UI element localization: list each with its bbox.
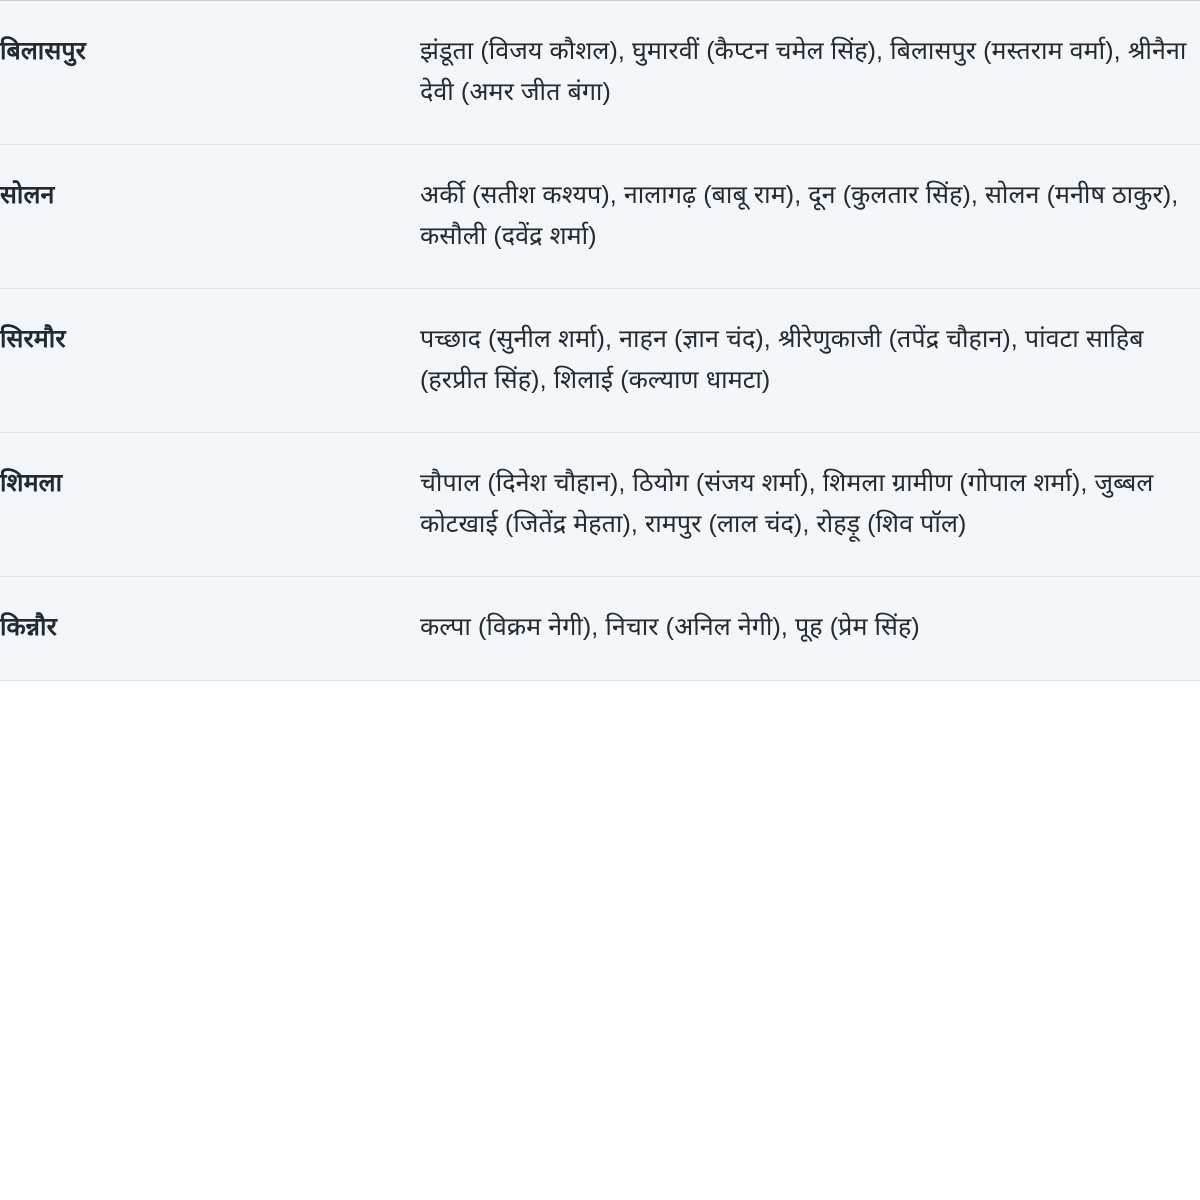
constituency-list: कल्पा (विक्रम नेगी), निचार (अनिल नेगी), पूह (प्रेम सिंह): [420, 613, 920, 641]
constituency-list: झंडूता (विजय कौशल), घुमारवीं (कैप्टन चमेल सिंह), बिलासपुर (मस्तराम वर्मा), श्रीनैना देवी (अमर जीत बंगा): [420, 37, 1187, 106]
table-row: [0, 145, 1200, 289]
district-name: सोलन: [0, 181, 55, 209]
table-body: [0, 1, 1200, 680]
table-row: [0, 289, 1200, 433]
constituency-list: अर्की (सतीश कश्यप), नालागढ़ (बाबू राम), दून (कुलतार सिंह), सोलन (मनीष ठाकुर), कसौली (दवेंद्र शर्मा): [420, 181, 1179, 250]
table-row: [0, 433, 1200, 577]
district-name: सिरमौर: [0, 325, 66, 353]
table-row: [0, 577, 1200, 680]
table-row: [0, 1, 1200, 145]
district-name: शिमला: [0, 469, 63, 497]
constituency-list: पच्छाद (सुनील शर्मा), नाहन (ज्ञान चंद), श्रीरेणुकाजी (तपेंद्र चौहान), पांवटा साहिब (हरप्रीत सिंह), शिलाई (कल्याण धामटा): [420, 325, 1144, 394]
district-name: बिलासपुर: [0, 37, 87, 65]
constituency-list: चौपाल (दिनेश चौहान), ठियोग (संजय शर्मा), शिमला ग्रामीण (गोपाल शर्मा), जुब्बल कोटखाई (जितेंद्र मेहता), रामपुर (लाल चंद), रोहड़ू (शिव पॉल): [420, 469, 1154, 538]
table-bottom-divider: [0, 680, 1200, 681]
district-name: किन्नौर: [0, 613, 57, 641]
